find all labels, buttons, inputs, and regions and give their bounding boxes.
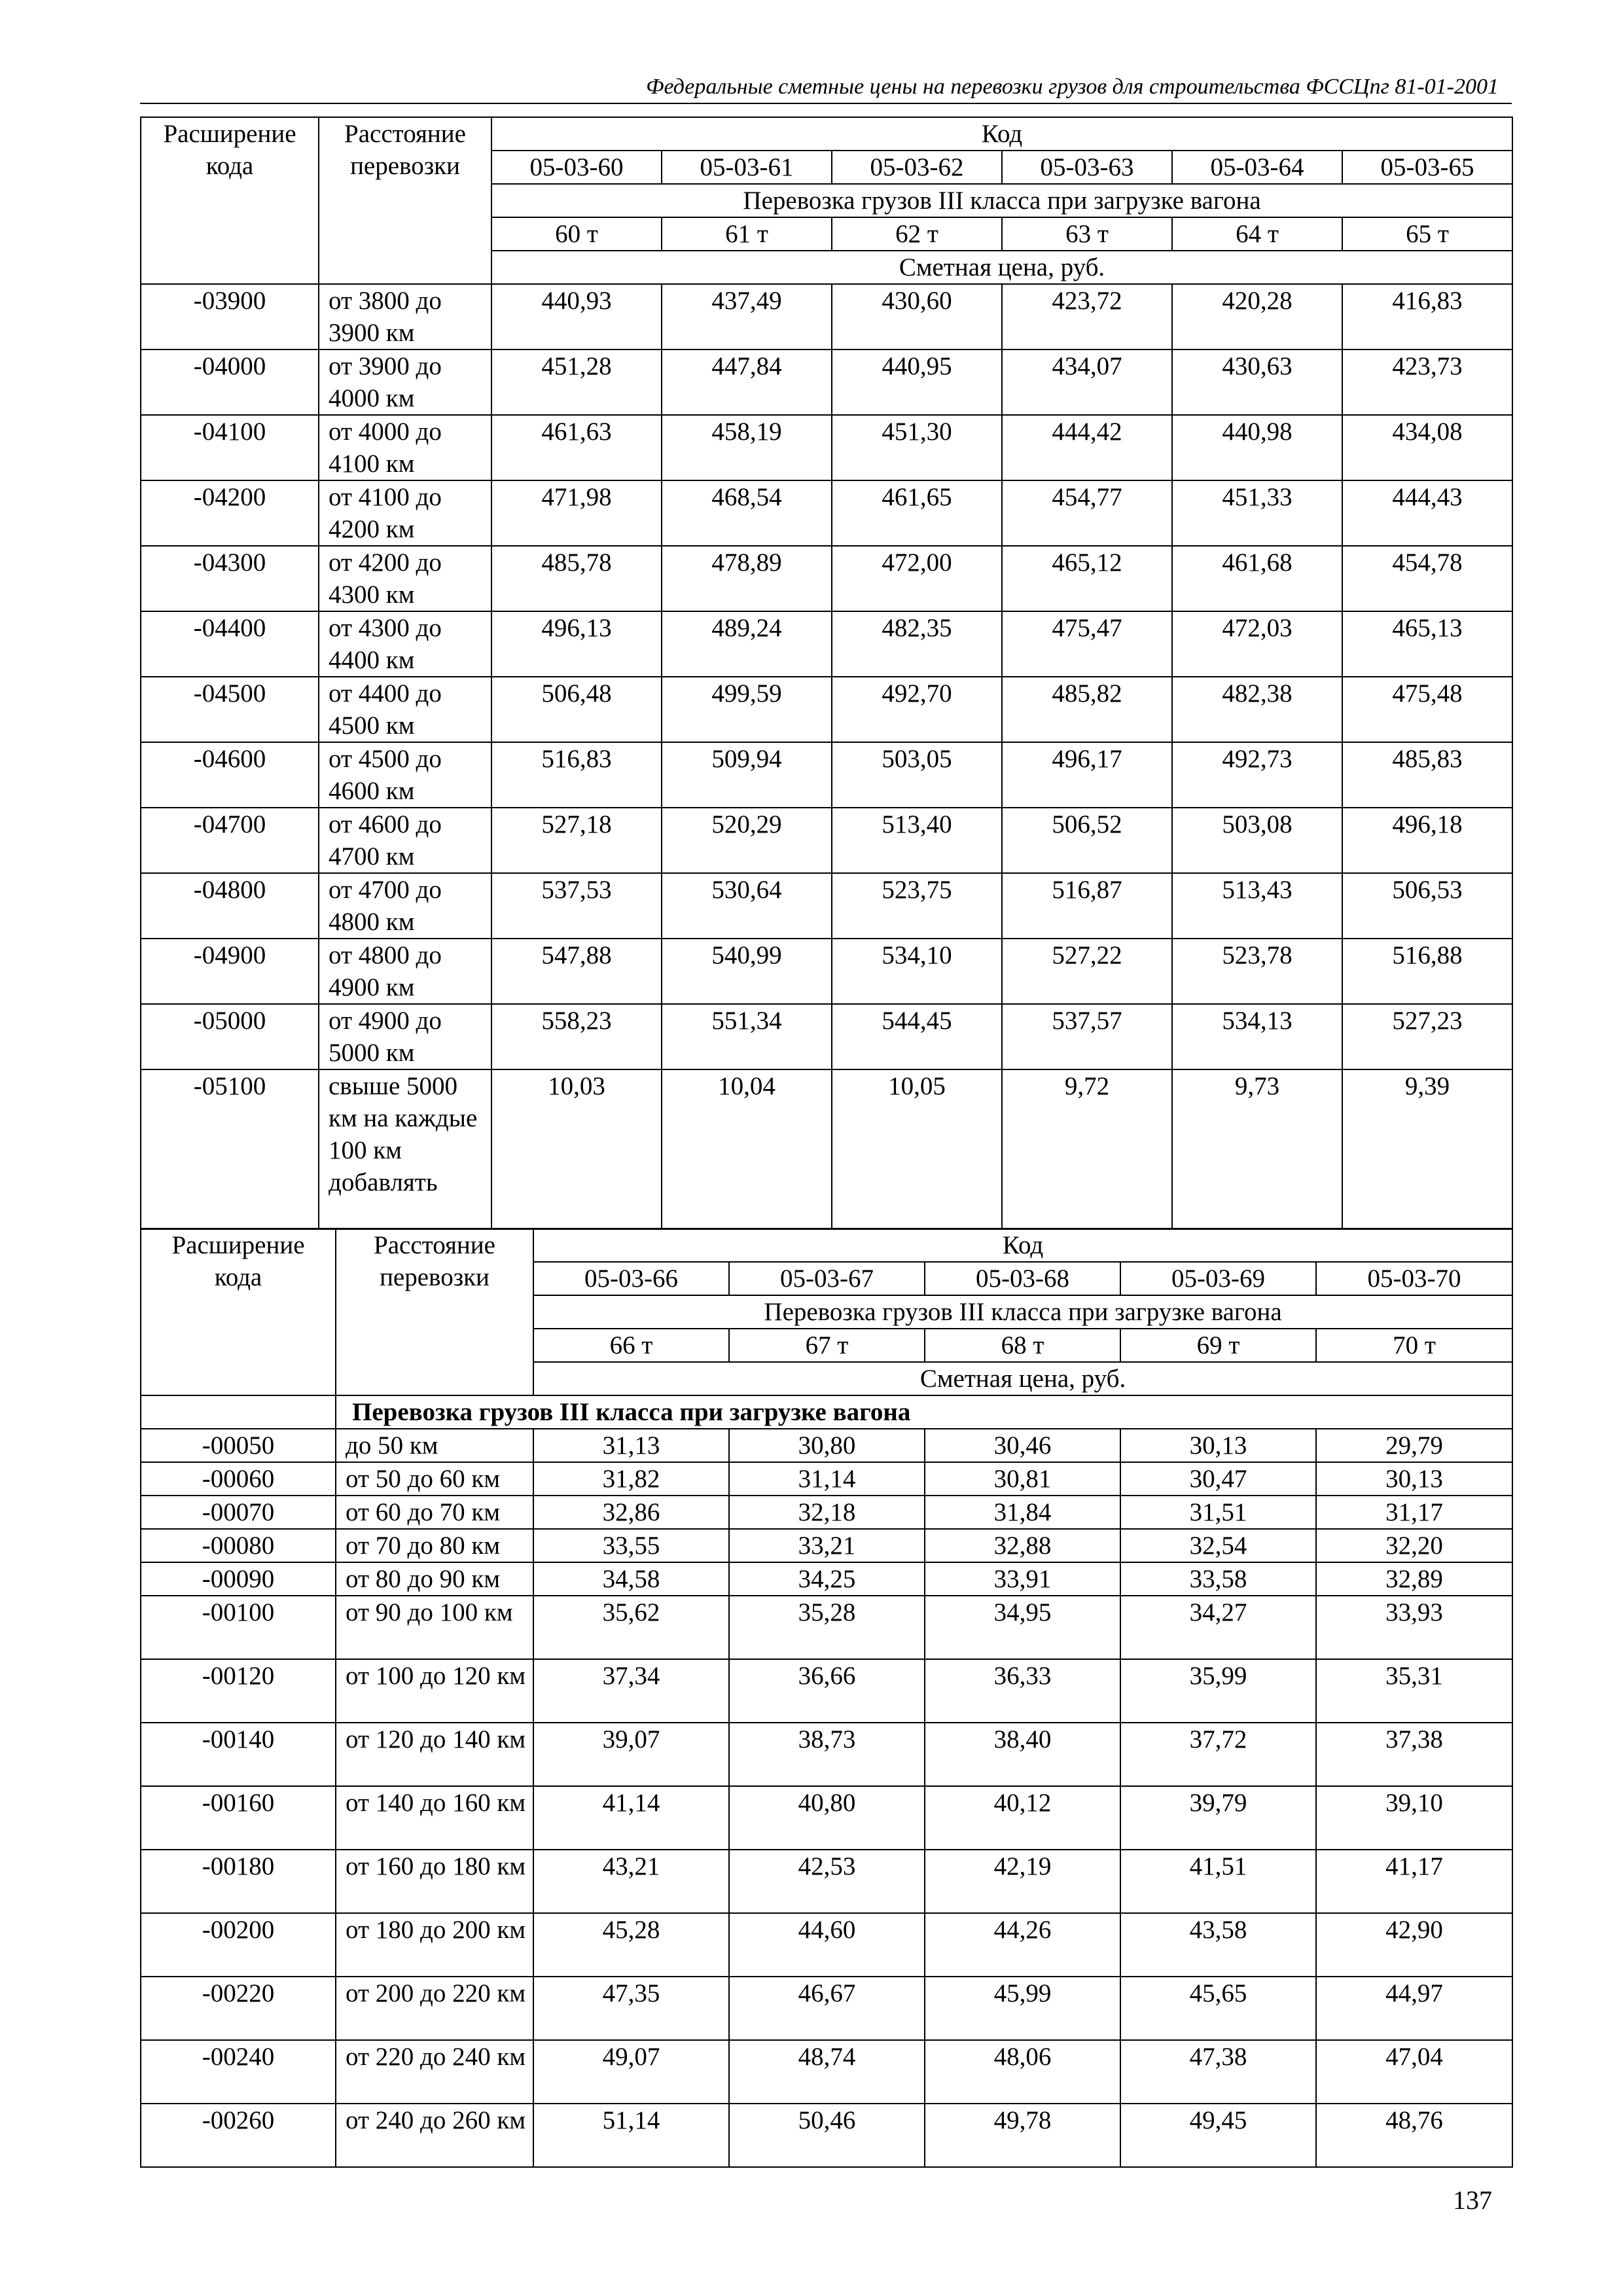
load-cell: 68 т — [925, 1329, 1120, 1362]
extension-code-cell: -00070 — [141, 1496, 336, 1529]
price-cell: 534,10 — [832, 939, 1002, 1004]
price-cell: 30,81 — [925, 1462, 1120, 1496]
extension-code-cell: -00160 — [141, 1786, 336, 1850]
code-cell: 05-03-62 — [832, 151, 1002, 184]
load-cell: 69 т — [1120, 1329, 1316, 1362]
price-cell: 29,79 — [1316, 1429, 1512, 1462]
price-cell: 51,14 — [533, 2104, 729, 2167]
extension-code-cell: -04300 — [141, 546, 319, 611]
load-cell: 70 т — [1316, 1329, 1512, 1362]
price-cell: 454,78 — [1342, 546, 1512, 611]
distance-cell: от 4100 до 4200 км — [319, 480, 491, 546]
price-cell: 39,10 — [1316, 1786, 1512, 1850]
distance-cell: от 4500 до 4600 км — [319, 742, 491, 808]
extension-code-cell: -04600 — [141, 742, 319, 808]
price-cell: 461,65 — [832, 480, 1002, 546]
section-blank-cell — [141, 1395, 336, 1429]
distance-cell: от 4700 до 4800 км — [319, 873, 491, 939]
price-cell: 30,13 — [1120, 1429, 1316, 1462]
distance-cell: до 50 км — [336, 1429, 533, 1462]
price-cell: 509,94 — [662, 742, 832, 808]
extension-code-cell: -04800 — [141, 873, 319, 939]
price-cell: 506,52 — [1002, 808, 1172, 873]
price-cell: 30,46 — [925, 1429, 1120, 1462]
price-cell: 30,47 — [1120, 1462, 1316, 1496]
cargo-class-label: Перевозка грузов III класса при загрузке вагона — [533, 1295, 1512, 1329]
price-cell: 39,79 — [1120, 1786, 1316, 1850]
price-cell: 513,40 — [832, 808, 1002, 873]
price-cell: 482,35 — [832, 611, 1002, 677]
table-row — [141, 873, 1512, 939]
price-cell: 465,13 — [1342, 611, 1512, 677]
price-cell: 41,51 — [1120, 1850, 1316, 1913]
table-row — [141, 1786, 1512, 1850]
distance-cell: от 4600 до 4700 км — [319, 808, 491, 873]
table-row — [141, 1659, 1512, 1723]
price-cell: 423,72 — [1002, 284, 1172, 350]
code-cell: 05-03-60 — [491, 151, 662, 184]
price-cell: 32,20 — [1316, 1529, 1512, 1562]
price-cell: 48,76 — [1316, 2104, 1512, 2167]
distance-cell: от 100 до 120 км — [336, 1659, 533, 1723]
table-row — [141, 1723, 1512, 1786]
table-row — [141, 1977, 1512, 2040]
table-row — [141, 284, 1512, 350]
header-rule — [140, 103, 1512, 104]
price-cell: 520,29 — [662, 808, 832, 873]
distance-cell: от 60 до 70 км — [336, 1496, 533, 1529]
price-cell: 33,55 — [533, 1529, 729, 1562]
price-cell: 471,98 — [491, 480, 662, 546]
price-cell: 444,42 — [1002, 415, 1172, 480]
load-cell: 60 т — [491, 217, 662, 251]
code-cell: 05-03-61 — [662, 151, 832, 184]
code-cell: 05-03-67 — [729, 1262, 925, 1295]
price-cell: 31,51 — [1120, 1496, 1316, 1529]
extension-code-cell: -04100 — [141, 415, 319, 480]
price-cell: 42,90 — [1316, 1913, 1512, 1977]
extension-code-cell: -05100 — [141, 1069, 319, 1229]
price-cell: 454,77 — [1002, 480, 1172, 546]
price-cell: 496,17 — [1002, 742, 1172, 808]
header-extension-code: Расширение кода — [141, 1229, 336, 1395]
price-cell: 468,54 — [662, 480, 832, 546]
load-cell: 63 т — [1002, 217, 1172, 251]
table-row — [141, 1069, 1512, 1229]
table-row — [141, 1596, 1512, 1659]
header-distance: Расстояние перевозки — [336, 1229, 533, 1395]
code-cell: 05-03-69 — [1120, 1262, 1316, 1295]
extension-code-cell: -00140 — [141, 1723, 336, 1786]
price-cell: 506,48 — [491, 677, 662, 742]
distance-cell: от 4800 до 4900 км — [319, 939, 491, 1004]
distance-cell: от 50 до 60 км — [336, 1462, 533, 1496]
distance-cell: от 120 до 140 км — [336, 1723, 533, 1786]
price-cell: 33,58 — [1120, 1562, 1316, 1596]
price-cell: 49,45 — [1120, 2104, 1316, 2167]
price-cell: 46,67 — [729, 1977, 925, 2040]
price-cell: 41,17 — [1316, 1850, 1512, 1913]
price-cell: 34,27 — [1120, 1596, 1316, 1659]
extension-code-cell: -00050 — [141, 1429, 336, 1462]
distance-cell: от 240 до 260 км — [336, 2104, 533, 2167]
cargo-class-label: Перевозка грузов III класса при загрузке вагона — [491, 184, 1512, 217]
price-cell: 551,34 — [662, 1004, 832, 1069]
extension-code-cell: -00220 — [141, 1977, 336, 2040]
price-cell: 49,78 — [925, 2104, 1120, 2167]
price-cell: 537,57 — [1002, 1004, 1172, 1069]
running-header: Федеральные сметные цены на перевозки грузов для строительства ФССЦпг 81-01-2001 — [646, 75, 1499, 99]
price-cell: 496,18 — [1342, 808, 1512, 873]
distance-cell: от 80 до 90 км — [336, 1562, 533, 1596]
price-cell: 444,43 — [1342, 480, 1512, 546]
price-cell: 47,04 — [1316, 2040, 1512, 2104]
extension-code-cell: -04700 — [141, 808, 319, 873]
code-cell: 05-03-64 — [1172, 151, 1342, 184]
extension-code-cell: -00180 — [141, 1850, 336, 1913]
price-cell: 516,83 — [491, 742, 662, 808]
distance-cell: от 4900 до 5000 км — [319, 1004, 491, 1069]
price-cell: 461,68 — [1172, 546, 1342, 611]
price-cell: 558,23 — [491, 1004, 662, 1069]
extension-code-cell: -04000 — [141, 350, 319, 415]
table-row — [141, 1850, 1512, 1913]
price-cell: 434,08 — [1342, 415, 1512, 480]
price-cell: 49,07 — [533, 2040, 729, 2104]
price-cell: 485,82 — [1002, 677, 1172, 742]
section-title: Перевозка грузов III класса при загрузке вагона — [336, 1395, 1512, 1429]
table-row — [141, 1496, 1512, 1529]
header-extension-code: Расширение кода — [141, 117, 319, 284]
header-distance: Расстояние перевозки — [319, 117, 491, 284]
price-cell: 440,98 — [1172, 415, 1342, 480]
price-cell: 44,60 — [729, 1913, 925, 1977]
price-cell: 451,28 — [491, 350, 662, 415]
table-row — [141, 2104, 1512, 2167]
price-cell: 32,89 — [1316, 1562, 1512, 1596]
code-cell: 05-03-66 — [533, 1262, 729, 1295]
price-cell: 32,88 — [925, 1529, 1120, 1562]
price-cell: 434,07 — [1002, 350, 1172, 415]
price-cell: 461,63 — [491, 415, 662, 480]
extension-code-cell: -04900 — [141, 939, 319, 1004]
distance-cell: от 180 до 200 км — [336, 1913, 533, 1977]
price-cell: 43,21 — [533, 1850, 729, 1913]
distance-cell: от 4000 до 4100 км — [319, 415, 491, 480]
table-row — [141, 350, 1512, 415]
load-cell: 62 т — [832, 217, 1002, 251]
price-cell: 37,72 — [1120, 1723, 1316, 1786]
price-cell: 44,97 — [1316, 1977, 1512, 2040]
header-code: Код — [491, 117, 1512, 151]
extension-code-cell: -00100 — [141, 1596, 336, 1659]
price-cell: 44,26 — [925, 1913, 1120, 1977]
price-cell: 31,17 — [1316, 1496, 1512, 1529]
price-cell: 48,06 — [925, 2040, 1120, 2104]
price-cell: 42,19 — [925, 1850, 1120, 1913]
distance-cell: от 4400 до 4500 км — [319, 677, 491, 742]
extension-code-cell: -00080 — [141, 1529, 336, 1562]
price-cell: 492,70 — [832, 677, 1002, 742]
price-cell: 38,40 — [925, 1723, 1120, 1786]
price-cell: 9,72 — [1002, 1069, 1172, 1229]
price-cell: 478,89 — [662, 546, 832, 611]
price-cell: 10,05 — [832, 1069, 1002, 1229]
distance-cell: от 4300 до 4400 км — [319, 611, 491, 677]
price-cell: 503,08 — [1172, 808, 1342, 873]
price-cell: 440,93 — [491, 284, 662, 350]
table-row — [141, 939, 1512, 1004]
price-cell: 506,53 — [1342, 873, 1512, 939]
price-cell: 523,75 — [832, 873, 1002, 939]
price-cell: 10,03 — [491, 1069, 662, 1229]
price-cell: 516,87 — [1002, 873, 1172, 939]
table-row — [141, 742, 1512, 808]
price-cell: 45,28 — [533, 1913, 729, 1977]
price-cell: 475,47 — [1002, 611, 1172, 677]
price-cell: 43,58 — [1120, 1913, 1316, 1977]
load-cell: 64 т — [1172, 217, 1342, 251]
price-cell: 37,34 — [533, 1659, 729, 1723]
price-cell: 31,82 — [533, 1462, 729, 1496]
price-cell: 34,25 — [729, 1562, 925, 1596]
price-cell: 482,38 — [1172, 677, 1342, 742]
extension-code-cell: -05000 — [141, 1004, 319, 1069]
extension-code-cell: -04200 — [141, 480, 319, 546]
price-cell: 10,04 — [662, 1069, 832, 1229]
code-cell: 05-03-63 — [1002, 151, 1172, 184]
price-cell: 32,18 — [729, 1496, 925, 1529]
price-cell: 534,13 — [1172, 1004, 1342, 1069]
price-cell: 31,14 — [729, 1462, 925, 1496]
price-cell: 451,33 — [1172, 480, 1342, 546]
price-cell: 47,35 — [533, 1977, 729, 2040]
price-cell: 485,83 — [1342, 742, 1512, 808]
price-cell: 40,80 — [729, 1786, 925, 1850]
price-cell: 31,84 — [925, 1496, 1120, 1529]
distance-cell: от 3800 до 3900 км — [319, 284, 491, 350]
extension-code-cell: -00240 — [141, 2040, 336, 2104]
price-cell: 34,58 — [533, 1562, 729, 1596]
table-row — [141, 415, 1512, 480]
price-cell: 48,74 — [729, 2040, 925, 2104]
price-cell: 35,62 — [533, 1596, 729, 1659]
code-cell: 05-03-65 — [1342, 151, 1512, 184]
price-cell: 547,88 — [491, 939, 662, 1004]
price-unit-label: Сметная цена, руб. — [491, 251, 1512, 284]
price-cell: 447,84 — [662, 350, 832, 415]
price-table-2 — [140, 1228, 1513, 2168]
price-cell: 492,73 — [1172, 742, 1342, 808]
price-cell: 537,53 — [491, 873, 662, 939]
page-number: 137 — [1453, 2185, 1492, 2215]
price-cell: 50,46 — [729, 2104, 925, 2167]
price-cell: 45,99 — [925, 1977, 1120, 2040]
price-cell: 33,21 — [729, 1529, 925, 1562]
load-cell: 61 т — [662, 217, 832, 251]
price-cell: 503,05 — [832, 742, 1002, 808]
distance-cell: от 140 до 160 км — [336, 1786, 533, 1850]
load-cell: 66 т — [533, 1329, 729, 1362]
price-cell: 32,86 — [533, 1496, 729, 1529]
price-cell: 416,83 — [1342, 284, 1512, 350]
price-cell: 45,65 — [1120, 1977, 1316, 2040]
price-cell: 47,38 — [1120, 2040, 1316, 2104]
table-row — [141, 1004, 1512, 1069]
price-cell: 9,39 — [1342, 1069, 1512, 1229]
extension-code-cell: -00060 — [141, 1462, 336, 1496]
distance-cell: от 160 до 180 км — [336, 1850, 533, 1913]
extension-code-cell: -03900 — [141, 284, 319, 350]
price-cell: 489,24 — [662, 611, 832, 677]
price-cell: 440,95 — [832, 350, 1002, 415]
table-row — [141, 1429, 1512, 1462]
price-cell: 523,78 — [1172, 939, 1342, 1004]
price-cell: 451,30 — [832, 415, 1002, 480]
price-cell: 42,53 — [729, 1850, 925, 1913]
price-cell: 32,54 — [1120, 1529, 1316, 1562]
extension-code-cell: -04500 — [141, 677, 319, 742]
price-cell: 41,14 — [533, 1786, 729, 1850]
price-cell: 34,95 — [925, 1596, 1120, 1659]
price-cell: 9,73 — [1172, 1069, 1342, 1229]
table-row — [141, 1462, 1512, 1496]
price-cell: 499,59 — [662, 677, 832, 742]
price-cell: 33,91 — [925, 1562, 1120, 1596]
price-cell: 39,07 — [533, 1723, 729, 1786]
extension-code-cell: -00090 — [141, 1562, 336, 1596]
price-cell: 465,12 — [1002, 546, 1172, 611]
distance-cell: от 200 до 220 км — [336, 1977, 533, 2040]
price-cell: 36,33 — [925, 1659, 1120, 1723]
table-row — [141, 1913, 1512, 1977]
distance-cell: от 4200 до 4300 км — [319, 546, 491, 611]
table-row — [141, 611, 1512, 677]
price-cell: 36,66 — [729, 1659, 925, 1723]
price-cell: 544,45 — [832, 1004, 1002, 1069]
distance-cell: от 70 до 80 км — [336, 1529, 533, 1562]
price-cell: 38,73 — [729, 1723, 925, 1786]
price-cell: 430,60 — [832, 284, 1002, 350]
table-row — [141, 546, 1512, 611]
price-cell: 35,31 — [1316, 1659, 1512, 1723]
price-cell: 458,19 — [662, 415, 832, 480]
price-cell: 30,80 — [729, 1429, 925, 1462]
price-cell: 430,63 — [1172, 350, 1342, 415]
price-cell: 437,49 — [662, 284, 832, 350]
price-cell: 420,28 — [1172, 284, 1342, 350]
price-cell: 423,73 — [1342, 350, 1512, 415]
price-cell: 31,13 — [533, 1429, 729, 1462]
extension-code-cell: -00260 — [141, 2104, 336, 2167]
distance-cell: от 90 до 100 км — [336, 1596, 533, 1659]
price-cell: 30,13 — [1316, 1462, 1512, 1496]
price-cell: 530,64 — [662, 873, 832, 939]
price-cell: 485,78 — [491, 546, 662, 611]
price-cell: 33,93 — [1316, 1596, 1512, 1659]
table-row — [141, 2040, 1512, 2104]
price-cell: 472,00 — [832, 546, 1002, 611]
price-cell: 540,99 — [662, 939, 832, 1004]
extension-code-cell: -00200 — [141, 1913, 336, 1977]
price-cell: 513,43 — [1172, 873, 1342, 939]
price-cell: 35,99 — [1120, 1659, 1316, 1723]
distance-cell: от 3900 до 4000 км — [319, 350, 491, 415]
distance-cell: свыше 5000 км на каждые 100 км добавлять — [319, 1069, 491, 1229]
table-row — [141, 808, 1512, 873]
extension-code-cell: -04400 — [141, 611, 319, 677]
price-unit-label: Сметная цена, руб. — [533, 1362, 1512, 1395]
extension-code-cell: -00120 — [141, 1659, 336, 1723]
table-row — [141, 1562, 1512, 1596]
load-cell: 65 т — [1342, 217, 1512, 251]
table-row — [141, 677, 1512, 742]
table-row — [141, 1529, 1512, 1562]
price-cell: 527,23 — [1342, 1004, 1512, 1069]
load-cell: 67 т — [729, 1329, 925, 1362]
table-row — [141, 480, 1512, 546]
price-cell: 35,28 — [729, 1596, 925, 1659]
price-cell: 496,13 — [491, 611, 662, 677]
price-cell: 472,03 — [1172, 611, 1342, 677]
price-cell: 527,18 — [491, 808, 662, 873]
price-cell: 37,38 — [1316, 1723, 1512, 1786]
price-cell: 40,12 — [925, 1786, 1120, 1850]
distance-cell: от 220 до 240 км — [336, 2040, 533, 2104]
price-cell: 516,88 — [1342, 939, 1512, 1004]
price-cell: 527,22 — [1002, 939, 1172, 1004]
header-code: Код — [533, 1229, 1512, 1262]
code-cell: 05-03-68 — [925, 1262, 1120, 1295]
code-cell: 05-03-70 — [1316, 1262, 1512, 1295]
price-cell: 475,48 — [1342, 677, 1512, 742]
price-table-1 — [140, 117, 1513, 1230]
